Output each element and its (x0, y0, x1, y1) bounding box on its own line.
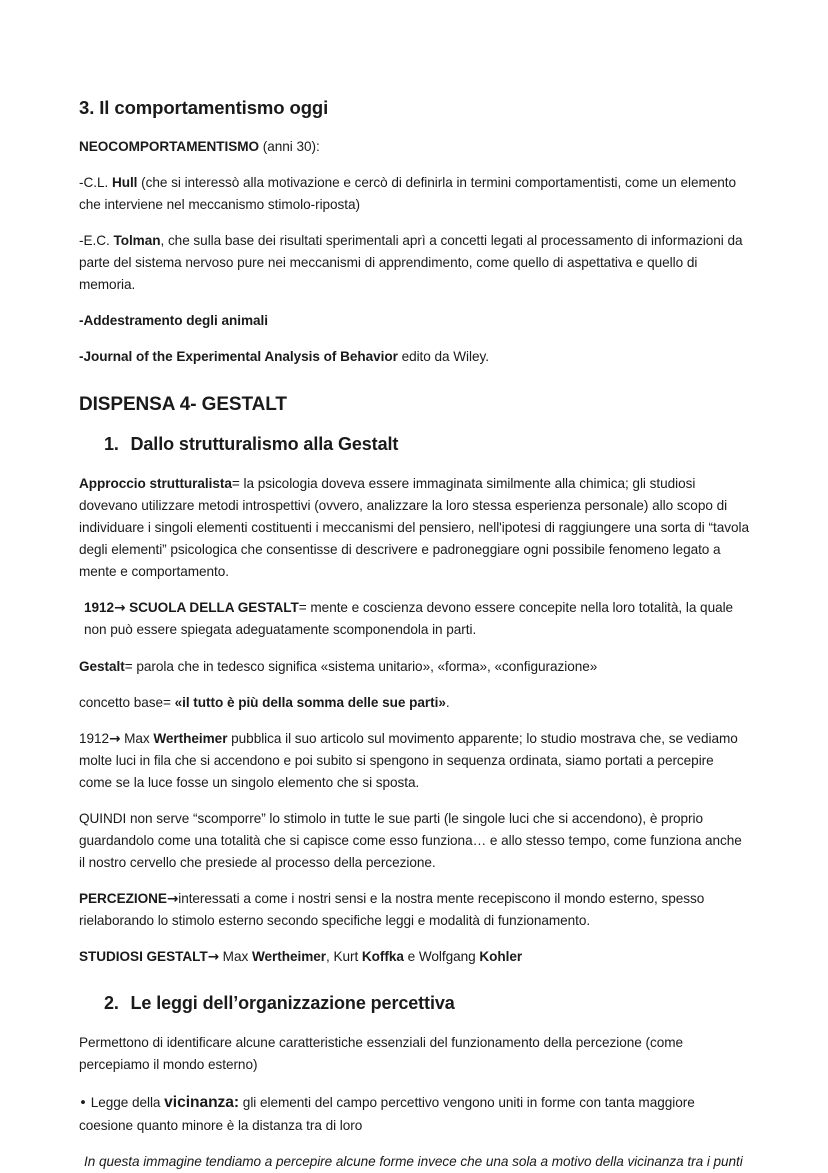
scuola-label: SCUOLA DELLA GESTALT (125, 600, 299, 616)
legge-prefix: Legge della (86, 1095, 165, 1111)
studiosi-prefix-1: Max (218, 948, 252, 964)
arrow-icon: → (166, 890, 179, 907)
heading-leggi-organizzazione (79, 992, 750, 1015)
dispensa-title: DISPENSA 4- GESTALT (79, 394, 287, 416)
bullet-icon: • (79, 1095, 87, 1112)
paragraph-hull (79, 172, 750, 216)
heading-text-1: Dallo strutturalismo alla Gestalt (130, 434, 399, 454)
paragraph-gestalt-definizione (79, 656, 750, 678)
paragraph-quindi: QUINDI non serve “scomporre” lo stimolo in tutte le sue parti (le singole luci che si accendono), è proprio guardandolo come una totalità che si capisce come esso funziona… e allo stesso tempo, come funziona anche il nostro cervello che presiede al processo della percezione. (79, 810, 742, 870)
paragraph-neocomportamentismo (79, 136, 750, 158)
paragraph-concetto-base (79, 692, 750, 714)
gestalt-label: Gestalt (79, 658, 125, 674)
concetto-period: . (445, 694, 450, 710)
legge-vicinanza-label: vicinanza: (164, 1094, 240, 1112)
journal-title: -Journal of the Experimental Analysis of Behavior (79, 349, 398, 365)
studiosi-prefix-3: e Wolfgang (403, 948, 480, 964)
page-title-comportamentismo: 3. Il comportamentismo oggi (79, 97, 329, 118)
paragraph-tolman (79, 230, 750, 296)
arrow-icon: → (207, 948, 219, 965)
scuola-year: 1912 (84, 600, 115, 616)
studiosi-prefix-2: , Kurt (325, 948, 362, 964)
heading-dallo-strutturalismo (79, 433, 750, 456)
strutturalista-description: = la psicologia doveva essere immaginata similmente alla chimica; gli studiosi dovevano utilizzare metodi introspettivi (ovvero, analizzare la loro stessa esperienza personale) allo scopo di individuare i singoli elementi costituenti i meccanismi del pensiero, nell'ipotesi di raggiungere una sorta di “tavola degli elementi” psicologica che consentisse di descrivere e padroneggiare ogni possibile fenomeno legato a mente e comportamento. (79, 476, 749, 580)
strutturalista-label: Approccio strutturalista (79, 476, 232, 492)
paragraph-percezione (79, 888, 750, 932)
hull-description: (che si interessò alla motivazione e cercò di definirla in termini comportamentisti, come un elemento che interviene nel meccanismo stimolo-riposta) (79, 175, 737, 213)
studiosi-label: STUDIOSI GESTALT (79, 948, 208, 964)
hull-prefix: -C.L. (79, 175, 112, 191)
wertheimer-prefix: Max (120, 730, 154, 746)
heading-number-2: 2. (104, 992, 119, 1013)
paragraph-studiosi-gestalt (79, 946, 750, 968)
concetto-quote: «il tutto è più della somma delle sue parti» (174, 694, 446, 710)
list-item-legge-vicinanza (79, 1090, 750, 1137)
journal-publisher: edito da Wiley. (397, 349, 489, 365)
gestalt-description: = parola che in tedesco significa «sistema unitario», «forma», «configurazione» (124, 658, 598, 674)
wertheimer-name: Wertheimer (153, 730, 228, 746)
paragraph-wertheimer-1912 (79, 728, 750, 794)
paragraph-addestramento (79, 310, 750, 332)
studioso-kohler: Kohler (479, 948, 523, 964)
paragraph-approccio-strutturalista (79, 473, 750, 583)
arrow-icon: → (114, 600, 126, 617)
neocomportamentismo-years: (anni 30): (259, 139, 320, 155)
heading-number-1: 1. (104, 434, 119, 454)
legge-description: gli elementi del campo percettivo vengono uniti in forme con tanta maggiore coesione quanto minore è la distanza tra di loro (79, 1095, 695, 1134)
wertheimer-description: pubblica il suo articolo sul movimento apparente; lo studio mostrava che, se vediamo molte luci in fila che si accendono e poi subito si spengono in sequenza ordinata, siamo portati a percepire come se la luce fosse un singolo elemento che si sposta. (79, 730, 738, 790)
scuola-description: = mente e coscienza devono essere concepite nella loro totalità, la quale non può essere spiegata adeguatamente scomponendola in parti. (84, 600, 734, 638)
tolman-name: Tolman (113, 233, 161, 249)
wertheimer-year: 1912 (79, 730, 110, 746)
tolman-description: , che sulla base dei risultati sperimentali aprì a concetti legati al processamento di informazioni da parte del sistema nervoso pure nei meccanismi di apprendimento, come quello di aspettativa e quello di memoria. (79, 233, 743, 293)
concetto-prefix: concetto base= (79, 694, 175, 710)
paragraph-journal (79, 346, 750, 368)
arrow-icon: → (109, 730, 121, 747)
neocomportamentismo-label: NEOCOMPORTAMENTISMO (79, 139, 260, 155)
tolman-prefix: -E.C. (79, 233, 114, 249)
heading-text-2: Le leggi dell’organizzazione percettiva (130, 992, 455, 1013)
paragraph-immagine-caption: In questa immagine tendiamo a percepire alcune forme invece che una sola a motivo della vicinanza tra i punti (84, 1154, 743, 1170)
paragraph-permettono: Permettono di identificare alcune caratteristiche essenziali del funzionamento della percezione (come percepiamo il mondo esterno) (79, 1035, 683, 1073)
addestramento-label: -Addestramento degli animali (79, 313, 268, 329)
studioso-wertheimer: Wertheimer (251, 948, 326, 964)
percezione-label: PERCEZIONE (79, 890, 167, 906)
hull-name: Hull (111, 175, 138, 191)
studioso-koffka: Koffka (361, 948, 404, 964)
percezione-description: interessati a come i nostri sensi e la nostra mente recepiscono il mondo esterno, spesso rielaborando lo stimolo esterno secondo specifiche leggi e modalità di funzionamento. (79, 890, 705, 928)
paragraph-scuola-gestalt (79, 597, 750, 641)
